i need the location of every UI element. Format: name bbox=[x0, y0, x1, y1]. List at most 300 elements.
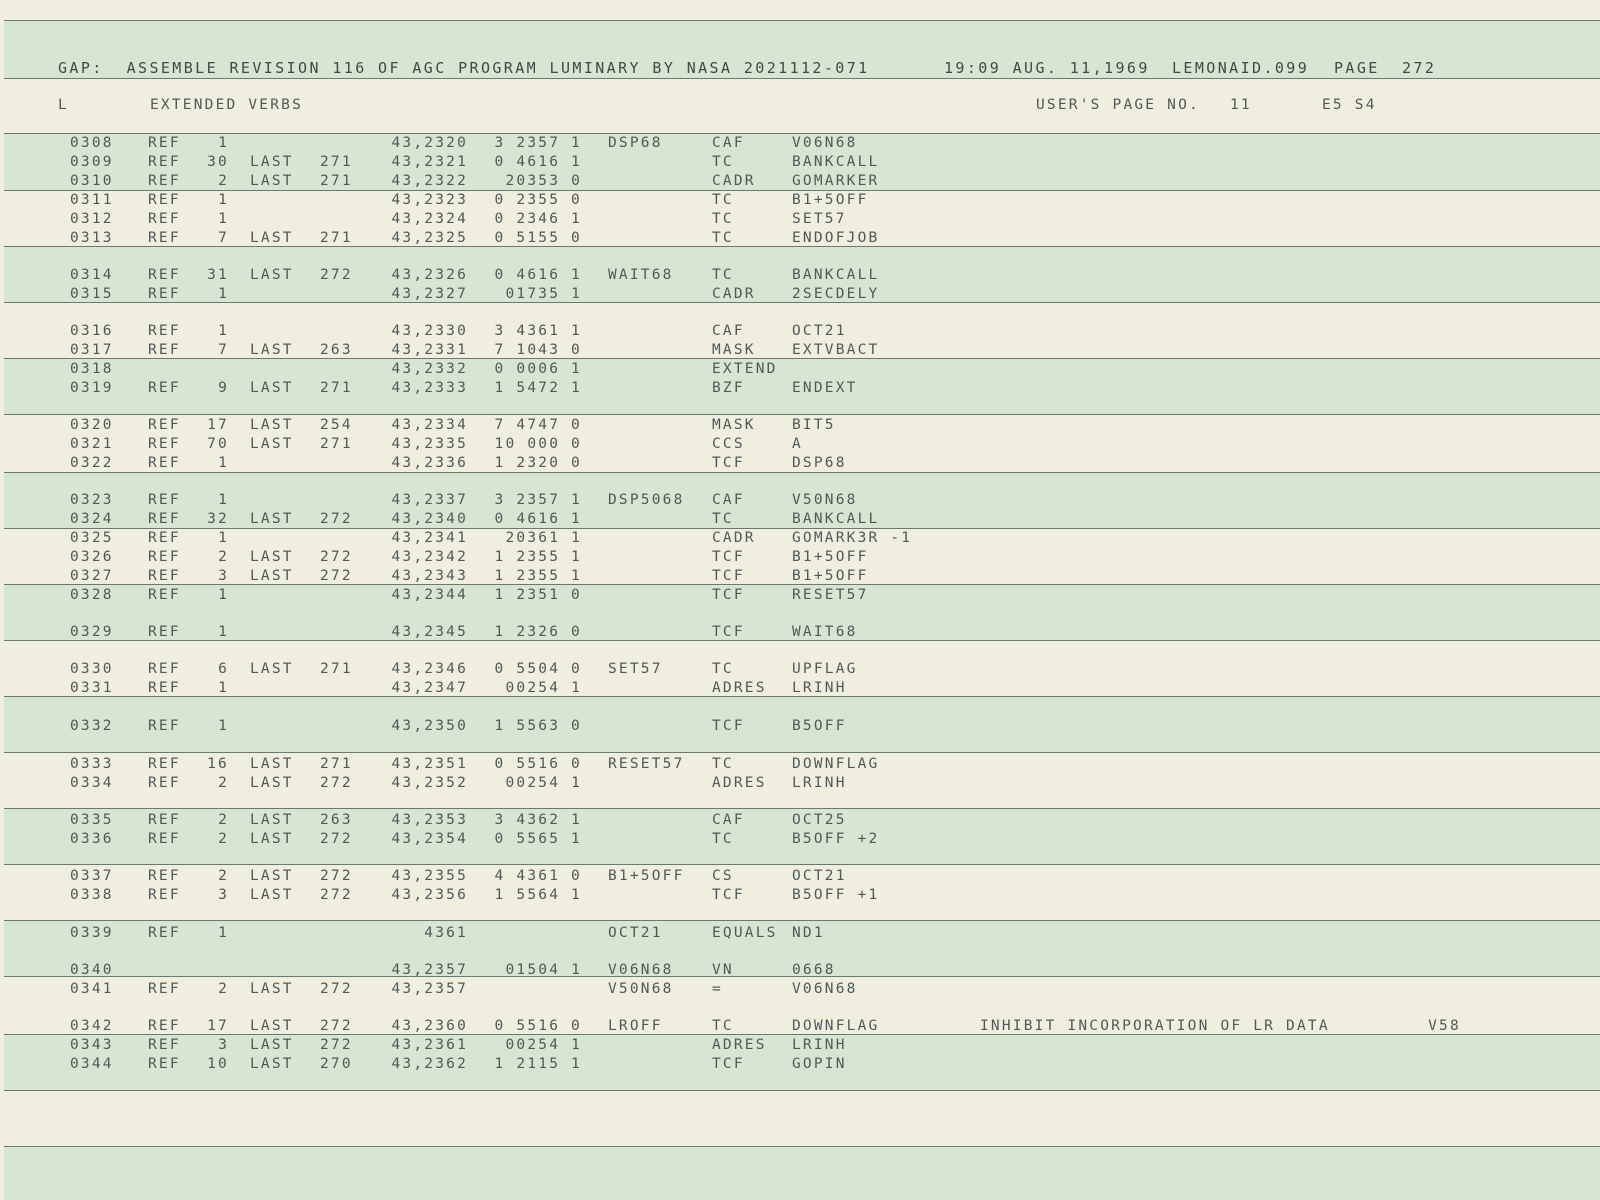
cell-operand: ENDOFJOB bbox=[792, 230, 880, 246]
cell-code: 0 2346 1 bbox=[494, 211, 582, 227]
cell-op: TC bbox=[712, 267, 734, 283]
cell-code: 0 4616 1 bbox=[494, 154, 582, 170]
cell-addr: 43,2350 bbox=[391, 718, 468, 734]
cell-page: 272 bbox=[320, 887, 353, 903]
cell-count: 17 bbox=[207, 417, 229, 433]
cell-addr: 43,2353 bbox=[391, 812, 468, 828]
cell-operand: A bbox=[792, 436, 803, 452]
cell-addr: 43,2357 bbox=[391, 981, 468, 997]
cell-last: LAST bbox=[250, 831, 294, 847]
cell-addr: 43,2321 bbox=[391, 154, 468, 170]
cell-line: 0329 bbox=[70, 624, 114, 640]
cell-label: B1+5OFF bbox=[608, 868, 685, 884]
cell-page: 272 bbox=[320, 1037, 353, 1053]
cell-page: 272 bbox=[320, 775, 353, 791]
cell-op: TC bbox=[712, 211, 734, 227]
cell-page: 272 bbox=[320, 568, 353, 584]
cell-line: 0310 bbox=[70, 173, 114, 189]
cell-count: 10 bbox=[207, 1056, 229, 1072]
cell-op: TC bbox=[712, 154, 734, 170]
cell-op: = bbox=[712, 981, 723, 997]
cell-ref: REF bbox=[148, 661, 181, 677]
cell-ref: REF bbox=[148, 831, 181, 847]
listing-row bbox=[0, 1017, 1600, 1036]
cell-count: 1 bbox=[218, 587, 229, 603]
cell-addr: 43,2340 bbox=[391, 511, 468, 527]
cell-line: 0333 bbox=[70, 756, 114, 772]
cell-op: TCF bbox=[712, 1056, 745, 1072]
cell-op: VN bbox=[712, 962, 734, 978]
cell-code: 4 4361 0 bbox=[494, 868, 582, 884]
listing-row bbox=[0, 360, 1600, 379]
listing-row bbox=[0, 229, 1600, 248]
cell-line: 0324 bbox=[70, 511, 114, 527]
cell-code: 00254 1 bbox=[505, 1037, 582, 1053]
cell-code: 20361 1 bbox=[505, 530, 582, 546]
cell-page: 272 bbox=[320, 981, 353, 997]
cell-operand: OCT21 bbox=[792, 868, 847, 884]
listing-row bbox=[0, 586, 1600, 605]
cell-operand: DOWNFLAG bbox=[792, 756, 880, 772]
cell-last: LAST bbox=[250, 868, 294, 884]
cell-operand: B5OFF bbox=[792, 718, 847, 734]
cell-operand: BANKCALL bbox=[792, 511, 880, 527]
listing-row bbox=[0, 529, 1600, 548]
cell-last: LAST bbox=[250, 230, 294, 246]
paper-rule bbox=[4, 864, 1600, 865]
cell-op: TC bbox=[712, 192, 734, 208]
cell-line: 0336 bbox=[70, 831, 114, 847]
listing-row bbox=[0, 134, 1600, 153]
cell-operand: BIT5 bbox=[792, 417, 836, 433]
cell-line: 0316 bbox=[70, 323, 114, 339]
cell-operand: WAIT68 bbox=[792, 624, 858, 640]
cell-ref: REF bbox=[148, 624, 181, 640]
cell-page: 254 bbox=[320, 417, 353, 433]
cell-operand: ENDEXT bbox=[792, 380, 858, 396]
cell-count: 1 bbox=[218, 624, 229, 640]
cell-ref: REF bbox=[148, 455, 181, 471]
cell-code: 3 4362 1 bbox=[494, 812, 582, 828]
cell-ref: REF bbox=[148, 587, 181, 603]
cell-operand: BANKCALL bbox=[792, 267, 880, 283]
cell-last: LAST bbox=[250, 812, 294, 828]
listing-row bbox=[0, 191, 1600, 210]
listing-row bbox=[0, 755, 1600, 774]
cell-addr: 43,2354 bbox=[391, 831, 468, 847]
cell-addr: 43,2346 bbox=[391, 661, 468, 677]
cell-op: BZF bbox=[712, 380, 745, 396]
cell-count: 16 bbox=[207, 756, 229, 772]
listing-row bbox=[0, 867, 1600, 886]
cell-page: 270 bbox=[320, 1056, 353, 1072]
cell-op: CCS bbox=[712, 436, 745, 452]
cell-count: 2 bbox=[218, 775, 229, 791]
cell-code: 0 2355 0 bbox=[494, 192, 582, 208]
cell-operand: LRINH bbox=[792, 1037, 847, 1053]
cell-ref: REF bbox=[148, 568, 181, 584]
cell-label: LROFF bbox=[608, 1018, 663, 1034]
cell-addr: 43,2341 bbox=[391, 530, 468, 546]
cell-ref: REF bbox=[148, 286, 181, 302]
cell-line: 0330 bbox=[70, 661, 114, 677]
cell-op: TCF bbox=[712, 718, 745, 734]
cell-ref: REF bbox=[148, 511, 181, 527]
cell-page: 271 bbox=[320, 230, 353, 246]
cell-code: 01504 1 bbox=[505, 962, 582, 978]
cell-label: DSP68 bbox=[608, 135, 663, 151]
cell-line: 0335 bbox=[70, 812, 114, 828]
cell-last: LAST bbox=[250, 1037, 294, 1053]
cell-operand: B1+5OFF bbox=[792, 192, 869, 208]
cell-code: 1 2355 1 bbox=[494, 549, 582, 565]
cell-code: 00254 1 bbox=[505, 680, 582, 696]
cell-addr: 43,2330 bbox=[391, 323, 468, 339]
cell-label: RESET57 bbox=[608, 756, 685, 772]
cell-count: 2 bbox=[218, 173, 229, 189]
cell-line: 0321 bbox=[70, 436, 114, 452]
cell-last: LAST bbox=[250, 549, 294, 565]
cell-op: CADR bbox=[712, 286, 756, 302]
cell-operand: B1+5OFF bbox=[792, 549, 869, 565]
cell-addr: 43,2351 bbox=[391, 756, 468, 772]
users-page-number: 11 bbox=[1230, 97, 1252, 113]
cell-count: 1 bbox=[218, 680, 229, 696]
listing-row bbox=[0, 980, 1600, 999]
cell-op: TCF bbox=[712, 887, 745, 903]
cell-count: 3 bbox=[218, 887, 229, 903]
cell-op: CAF bbox=[712, 323, 745, 339]
cell-addr: 43,2333 bbox=[391, 380, 468, 396]
cell-line: 0315 bbox=[70, 286, 114, 302]
cell-ref: REF bbox=[148, 775, 181, 791]
cell-code: 0 5504 0 bbox=[494, 661, 582, 677]
cell-last: LAST bbox=[250, 173, 294, 189]
cell-code: 0 0006 1 bbox=[494, 361, 582, 377]
cell-count: 6 bbox=[218, 661, 229, 677]
cell-operand: OCT21 bbox=[792, 323, 847, 339]
cell-operand: DOWNFLAG bbox=[792, 1018, 880, 1034]
cell-count: 2 bbox=[218, 831, 229, 847]
cell-addr: 43,2355 bbox=[391, 868, 468, 884]
paper-rule bbox=[4, 78, 1600, 79]
cell-count: 2 bbox=[218, 549, 229, 565]
cell-addr: 43,2352 bbox=[391, 775, 468, 791]
paper-rule bbox=[4, 414, 1600, 415]
cell-operand: GOPIN bbox=[792, 1056, 847, 1072]
cell-ref: REF bbox=[148, 154, 181, 170]
cell-line: 0322 bbox=[70, 455, 114, 471]
cell-line: 0312 bbox=[70, 211, 114, 227]
cell-line: 0327 bbox=[70, 568, 114, 584]
cell-count: 31 bbox=[207, 267, 229, 283]
cell-addr: 43,2347 bbox=[391, 680, 468, 696]
assembly-timestamp: 19:09 AUG. 11,1969 bbox=[944, 59, 1150, 77]
cell-line: 0308 bbox=[70, 135, 114, 151]
page-label: PAGE bbox=[1334, 59, 1380, 77]
cell-line: 0313 bbox=[70, 230, 114, 246]
cell-label: DSP5068 bbox=[608, 492, 685, 508]
cell-label: SET57 bbox=[608, 661, 663, 677]
cell-page: 272 bbox=[320, 267, 353, 283]
paper-rule bbox=[4, 920, 1600, 921]
cell-code: 1 2326 0 bbox=[494, 624, 582, 640]
cell-count: 30 bbox=[207, 154, 229, 170]
listing-row bbox=[0, 341, 1600, 360]
listing-row bbox=[0, 322, 1600, 341]
cell-addr: 43,2320 bbox=[391, 135, 468, 151]
cell-addr: 43,2336 bbox=[391, 455, 468, 471]
cell-count: 32 bbox=[207, 511, 229, 527]
cell-code: 1 2355 1 bbox=[494, 568, 582, 584]
cell-line: 0309 bbox=[70, 154, 114, 170]
cell-line: 0334 bbox=[70, 775, 114, 791]
paper-rule bbox=[4, 752, 1600, 753]
cell-ref: REF bbox=[148, 342, 181, 358]
cell-ref: REF bbox=[148, 436, 181, 452]
cell-line: 0338 bbox=[70, 887, 114, 903]
cell-addr: 43,2324 bbox=[391, 211, 468, 227]
cell-operand: B5OFF +2 bbox=[792, 831, 880, 847]
paper-rule bbox=[4, 808, 1600, 809]
cell-line: 0319 bbox=[70, 380, 114, 396]
cell-op: CADR bbox=[712, 173, 756, 189]
listing-row bbox=[0, 623, 1600, 642]
cell-count: 2 bbox=[218, 812, 229, 828]
listing-row bbox=[0, 679, 1600, 698]
cell-operand: LRINH bbox=[792, 775, 847, 791]
cell-operand: BANKCALL bbox=[792, 154, 880, 170]
cell-operand: ND1 bbox=[792, 925, 825, 941]
cell-page: 272 bbox=[320, 831, 353, 847]
cell-count: 3 bbox=[218, 1037, 229, 1053]
cell-line: 0328 bbox=[70, 587, 114, 603]
cell-code: 0 5155 0 bbox=[494, 230, 582, 246]
listing-row bbox=[0, 886, 1600, 905]
cell-ref: REF bbox=[148, 492, 181, 508]
cell-count: 2 bbox=[218, 981, 229, 997]
cell-page: 263 bbox=[320, 342, 353, 358]
cell-addr: 43,2322 bbox=[391, 173, 468, 189]
cell-line: 0331 bbox=[70, 680, 114, 696]
cell-operand: LRINH bbox=[792, 680, 847, 696]
cell-addr: 43,2357 bbox=[391, 962, 468, 978]
cell-op: TCF bbox=[712, 568, 745, 584]
cell-op: TCF bbox=[712, 624, 745, 640]
cell-ref: REF bbox=[148, 267, 181, 283]
cell-addr: 43,2360 bbox=[391, 1018, 468, 1034]
cell-code: 1 5563 0 bbox=[494, 718, 582, 734]
listing-row bbox=[0, 210, 1600, 229]
cell-code: 0 5516 0 bbox=[494, 1018, 582, 1034]
cell-page: 271 bbox=[320, 756, 353, 772]
cell-last: LAST bbox=[250, 756, 294, 772]
cell-count: 17 bbox=[207, 1018, 229, 1034]
cell-code: 3 2357 1 bbox=[494, 492, 582, 508]
cell-ref: REF bbox=[148, 868, 181, 884]
cell-code: 7 1043 0 bbox=[494, 342, 582, 358]
listing-row bbox=[0, 567, 1600, 586]
cell-last: LAST bbox=[250, 267, 294, 283]
listing-row bbox=[0, 1036, 1600, 1055]
cell-line: 0332 bbox=[70, 718, 114, 734]
cell-code: 1 2320 0 bbox=[494, 455, 582, 471]
cell-addr: 43,2325 bbox=[391, 230, 468, 246]
cell-code: 7 4747 0 bbox=[494, 417, 582, 433]
cell-count: 7 bbox=[218, 342, 229, 358]
cell-addr: 43,2327 bbox=[391, 286, 468, 302]
cell-ref: REF bbox=[148, 756, 181, 772]
cell-label: OCT21 bbox=[608, 925, 663, 941]
cell-page: 271 bbox=[320, 173, 353, 189]
assembly-title: GAP: ASSEMBLE REVISION 116 OF AGC PROGRAM LUMINARY BY NASA 2021112-071 bbox=[58, 59, 870, 77]
cell-op: EQUALS bbox=[712, 925, 778, 941]
cell-label: V06N68 bbox=[608, 962, 674, 978]
cell-op: TCF bbox=[712, 587, 745, 603]
cell-op: EXTEND bbox=[712, 361, 778, 377]
cell-ref: REF bbox=[148, 380, 181, 396]
listing-row bbox=[0, 660, 1600, 679]
cell-count: 7 bbox=[218, 230, 229, 246]
cell-line: 0325 bbox=[70, 530, 114, 546]
cell-last: LAST bbox=[250, 568, 294, 584]
cell-count: 1 bbox=[218, 925, 229, 941]
paper-band bbox=[4, 1146, 1600, 1200]
cell-last: LAST bbox=[250, 981, 294, 997]
cell-last: LAST bbox=[250, 154, 294, 170]
cell-code: 01735 1 bbox=[505, 286, 582, 302]
listing-row bbox=[0, 811, 1600, 830]
cell-operand: UPFLAG bbox=[792, 661, 858, 677]
cell-op: TCF bbox=[712, 455, 745, 471]
listing-row bbox=[0, 1055, 1600, 1074]
cell-op: TC bbox=[712, 756, 734, 772]
listing-row bbox=[0, 285, 1600, 304]
cell-op: ADRES bbox=[712, 1037, 767, 1053]
cell-ref: REF bbox=[148, 192, 181, 208]
cell-operand: DSP68 bbox=[792, 455, 847, 471]
cell-code: 00254 1 bbox=[505, 775, 582, 791]
cell-op: MASK bbox=[712, 417, 756, 433]
cell-addr: 43,2332 bbox=[391, 361, 468, 377]
cell-code: 10 000 0 bbox=[494, 436, 582, 452]
cell-code: 0 4616 1 bbox=[494, 267, 582, 283]
cell-line: 0337 bbox=[70, 868, 114, 884]
cell-count: 1 bbox=[218, 286, 229, 302]
cell-last: LAST bbox=[250, 511, 294, 527]
cell-page: 272 bbox=[320, 1018, 353, 1034]
cell-code: 1 5472 1 bbox=[494, 380, 582, 396]
cell-count: 1 bbox=[218, 192, 229, 208]
listing-row bbox=[0, 266, 1600, 285]
listing-row bbox=[0, 548, 1600, 567]
cell-last: LAST bbox=[250, 775, 294, 791]
cell-last: LAST bbox=[250, 417, 294, 433]
cell-label: WAIT68 bbox=[608, 267, 674, 283]
cell-addr: 4361 bbox=[424, 925, 468, 941]
cell-line: 0342 bbox=[70, 1018, 114, 1034]
log-letter: L bbox=[58, 97, 69, 113]
cell-count: 9 bbox=[218, 380, 229, 396]
cell-code: 0 5516 0 bbox=[494, 756, 582, 772]
cell-line: 0320 bbox=[70, 417, 114, 433]
cell-operand: GOMARKER bbox=[792, 173, 880, 189]
cell-op: ADRES bbox=[712, 680, 767, 696]
cell-addr: 43,2345 bbox=[391, 624, 468, 640]
cell-addr: 43,2342 bbox=[391, 549, 468, 565]
paper-rule bbox=[4, 1146, 1600, 1147]
cell-op: CAF bbox=[712, 812, 745, 828]
cell-op: CADR bbox=[712, 530, 756, 546]
page-number: 272 bbox=[1402, 59, 1437, 77]
cell-addr: 43,2343 bbox=[391, 568, 468, 584]
listing-row bbox=[0, 830, 1600, 849]
cell-label: V50N68 bbox=[608, 981, 674, 997]
cell-last: LAST bbox=[250, 380, 294, 396]
cell-ref: REF bbox=[148, 530, 181, 546]
cell-count: 1 bbox=[218, 718, 229, 734]
cell-addr: 43,2331 bbox=[391, 342, 468, 358]
cell-line: 0326 bbox=[70, 549, 114, 565]
cell-page: 263 bbox=[320, 812, 353, 828]
paper-rule bbox=[4, 1090, 1600, 1091]
cell-code: 1 2351 0 bbox=[494, 587, 582, 603]
cell-op: CS bbox=[712, 868, 734, 884]
cell-code: 20353 0 bbox=[505, 173, 582, 189]
cell-addr: 43,2361 bbox=[391, 1037, 468, 1053]
cell-ref: REF bbox=[148, 549, 181, 565]
cell-operand: OCT25 bbox=[792, 812, 847, 828]
listing-row bbox=[0, 510, 1600, 529]
cell-ref: REF bbox=[148, 981, 181, 997]
cell-op: ADRES bbox=[712, 775, 767, 791]
cell-last: LAST bbox=[250, 887, 294, 903]
cell-code: 0 5565 1 bbox=[494, 831, 582, 847]
cell-ref: REF bbox=[148, 925, 181, 941]
cell-page: 271 bbox=[320, 661, 353, 677]
cell-addr: 43,2334 bbox=[391, 417, 468, 433]
cell-ref: REF bbox=[148, 417, 181, 433]
cell-line: 0323 bbox=[70, 492, 114, 508]
listing-row bbox=[0, 379, 1600, 398]
cell-addr: 43,2344 bbox=[391, 587, 468, 603]
cell-line: 0314 bbox=[70, 267, 114, 283]
cell-op: TC bbox=[712, 831, 734, 847]
listing-row bbox=[0, 924, 1600, 943]
cell-line: 0340 bbox=[70, 962, 114, 978]
cell-ref: REF bbox=[148, 1037, 181, 1053]
cell-op: TC bbox=[712, 230, 734, 246]
cell-addr: 43,2335 bbox=[391, 436, 468, 452]
cell-page: 272 bbox=[320, 511, 353, 527]
cell-operand: GOMARK3R -1 bbox=[792, 530, 913, 546]
cell-ref: REF bbox=[148, 718, 181, 734]
cell-addr: 43,2326 bbox=[391, 267, 468, 283]
cell-page: 272 bbox=[320, 868, 353, 884]
cell-line: 0318 bbox=[70, 361, 114, 377]
cell-op: TC bbox=[712, 511, 734, 527]
cell-count: 3 bbox=[218, 568, 229, 584]
cell-ref: REF bbox=[148, 173, 181, 189]
cell-op: TCF bbox=[712, 549, 745, 565]
cell-last: LAST bbox=[250, 1056, 294, 1072]
cell-page: 272 bbox=[320, 549, 353, 565]
cell-last: LAST bbox=[250, 661, 294, 677]
cell-operand: V50N68 bbox=[792, 492, 858, 508]
cell-addr: 43,2337 bbox=[391, 492, 468, 508]
cell-op: CAF bbox=[712, 492, 745, 508]
cell-code: 3 2357 1 bbox=[494, 135, 582, 151]
